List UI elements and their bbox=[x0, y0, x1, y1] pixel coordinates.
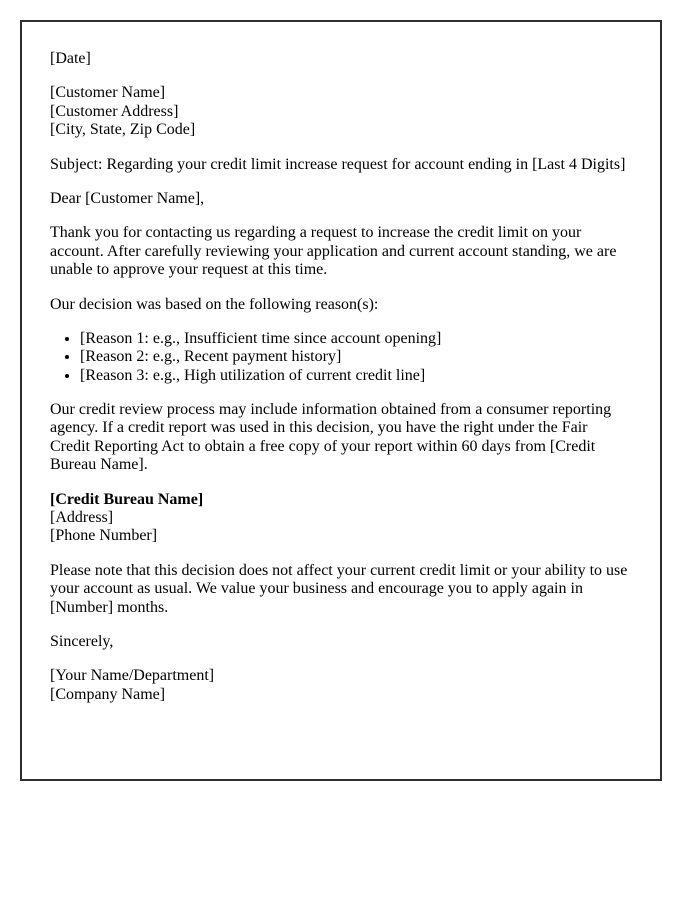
signature-block bbox=[50, 667, 628, 704]
recipient-address: [Customer Address] bbox=[50, 102, 179, 120]
note-paragraph: Please note that this decision does not affect your current credit limit or your ability to use your account as usual. We value your business and encourage you to apply again in [Number] months. bbox=[50, 561, 628, 616]
recipient-city-state-zip: [City, State, Zip Code] bbox=[50, 121, 196, 139]
intro-paragraph: Thank you for contacting us regarding a request to increase the credit limit on your account. After carefully reviewing your application and current account standing, we are unable to approve your request at this time. bbox=[50, 224, 617, 279]
reason-item-3: • [Reason 3: e.g., High utilization of current credit line] bbox=[80, 367, 628, 385]
signature-name: [Your Name/Department] bbox=[50, 667, 215, 685]
subject-line: Subject: Regarding your credit limit increase request for account ending in [Last 4 Digits] bbox=[50, 155, 626, 173]
fcra-paragraph: Our credit review process may include information obtained from a consumer reporting agency. If a credit report was used in this decision, you have the right under the Fair Credit Reporting Act to obtain a free copy of your report within 60 days from [Credit Bureau Name]. bbox=[50, 401, 612, 474]
salutation: Dear [Customer Name], bbox=[50, 189, 205, 207]
date-placeholder: [Date] bbox=[50, 50, 91, 67]
signature-company: [Company Name] bbox=[50, 685, 166, 703]
recipient-name: [Customer Name] bbox=[50, 84, 166, 102]
bureau-phone: [Phone Number] bbox=[50, 527, 158, 545]
reason-item-1: • [Reason 1: e.g., Insufficient time since account opening] bbox=[80, 330, 628, 348]
reason-item-2: • [Reason 2: e.g., Recent payment history] bbox=[80, 348, 628, 366]
bureau-block bbox=[50, 491, 628, 546]
closing: Sincerely, bbox=[50, 632, 114, 650]
date-line bbox=[50, 50, 628, 68]
recipient-block bbox=[50, 84, 628, 139]
bureau-name: [Credit Bureau Name] bbox=[50, 490, 204, 508]
reasons-list bbox=[50, 330, 628, 385]
letter-document bbox=[20, 20, 662, 781]
bureau-address: [Address] bbox=[50, 509, 114, 527]
reasons-intro: Our decision was based on the following reason(s): bbox=[50, 295, 379, 313]
